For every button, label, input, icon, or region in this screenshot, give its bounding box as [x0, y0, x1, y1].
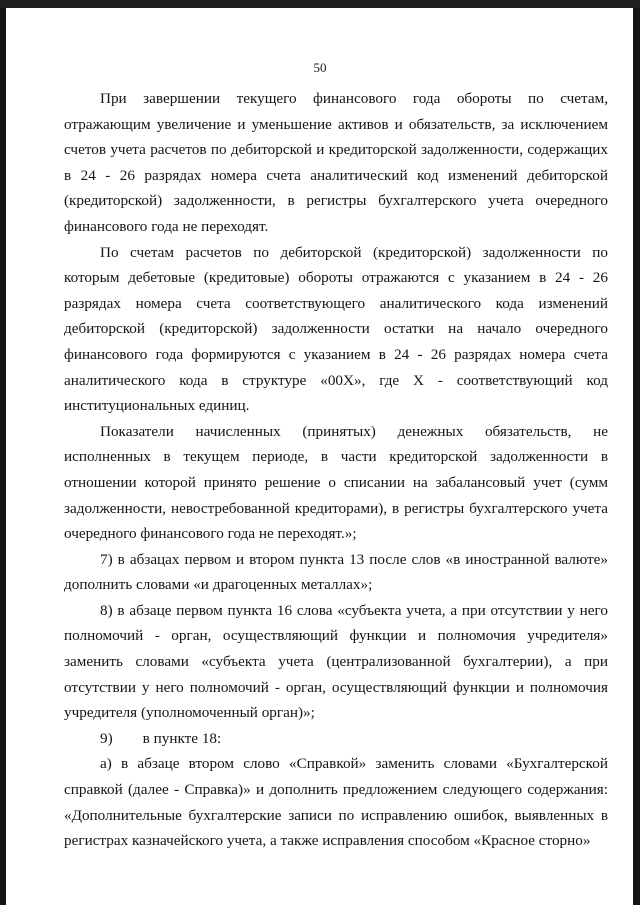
paragraph-item-9: [64, 726, 608, 752]
document-body: [64, 86, 608, 854]
item-9-text: в пункте 18:: [142, 729, 222, 747]
paragraph-year-end-turnover: При завершении текущего финансового года обороты по счетам, отражающим увеличение и уменьшение активов и обязательств, за исключением счетов учета расчетов по дебиторской и кредиторской задолженности, содержащих в 24 - 26 разрядах номера счета аналитический код изменений дебиторской (кредиторской) задолженности, в регистры бухгалтерского учета очередного финансового года не переходят.: [64, 90, 608, 235]
scan-left-edge: [0, 8, 6, 905]
paragraph-item-9a: а) в абзаце втором слово «Справкой» заменить словами «Бухгалтерской справкой (далее - Справка)» и дополнить предложением следующего содержания: «Дополнительные бухгалтерские записи по исправлению ошибок, выявленных в регистрах казначейского учета, а также исправления способом «Красное сторно»: [64, 755, 608, 850]
scan-right-edge: [633, 8, 640, 905]
page-number: 50: [313, 60, 327, 75]
item-9-number: 9): [100, 729, 113, 747]
paragraph-settlement-accounts: По счетам расчетов по дебиторской (кредиторской) задолженности по которым дебетовые (кредитовые) обороты отражаются с указанием в 24 - 26 разрядах номера счета соответствующего аналитического кода изменений дебиторской (кредиторской) задолженности остатки на начало очередного финансового года формируются с указанием в 24 - 26 разрядах номера счета аналитического кода в структуре «00Х», где Х - соответствующий код институциональных единиц.: [64, 243, 608, 415]
paragraph-item-7: 7) в абзацах первом и втором пункта 13 после слов «в иностранной валюте» дополнить словами «и драгоценных металлах»;: [64, 550, 608, 594]
paragraph-item-8: 8) в абзаце первом пункта 16 слова «субъекта учета, а при отсутствии у него полномочий - орган, осуществляющий функции и полномочия учредителя» заменить словами «субъекта учета (централизованной бухгалтерии), а при отсутствии у него полномочий - орган, осуществляющий функции и полномочия учредителя (уполномоченный орган)»;: [64, 601, 608, 722]
paragraph-accrued-obligations: Показатели начисленных (принятых) денежных обязательств, не исполненных в текущем периоде, в части кредиторской задолженности в отношении которой принято решение о списании на забалансовый учет (сумм задолженности, невостребованной кредиторами), в регистры бухгалтерского учета очередного финансового года не переходят.»;: [64, 422, 608, 543]
